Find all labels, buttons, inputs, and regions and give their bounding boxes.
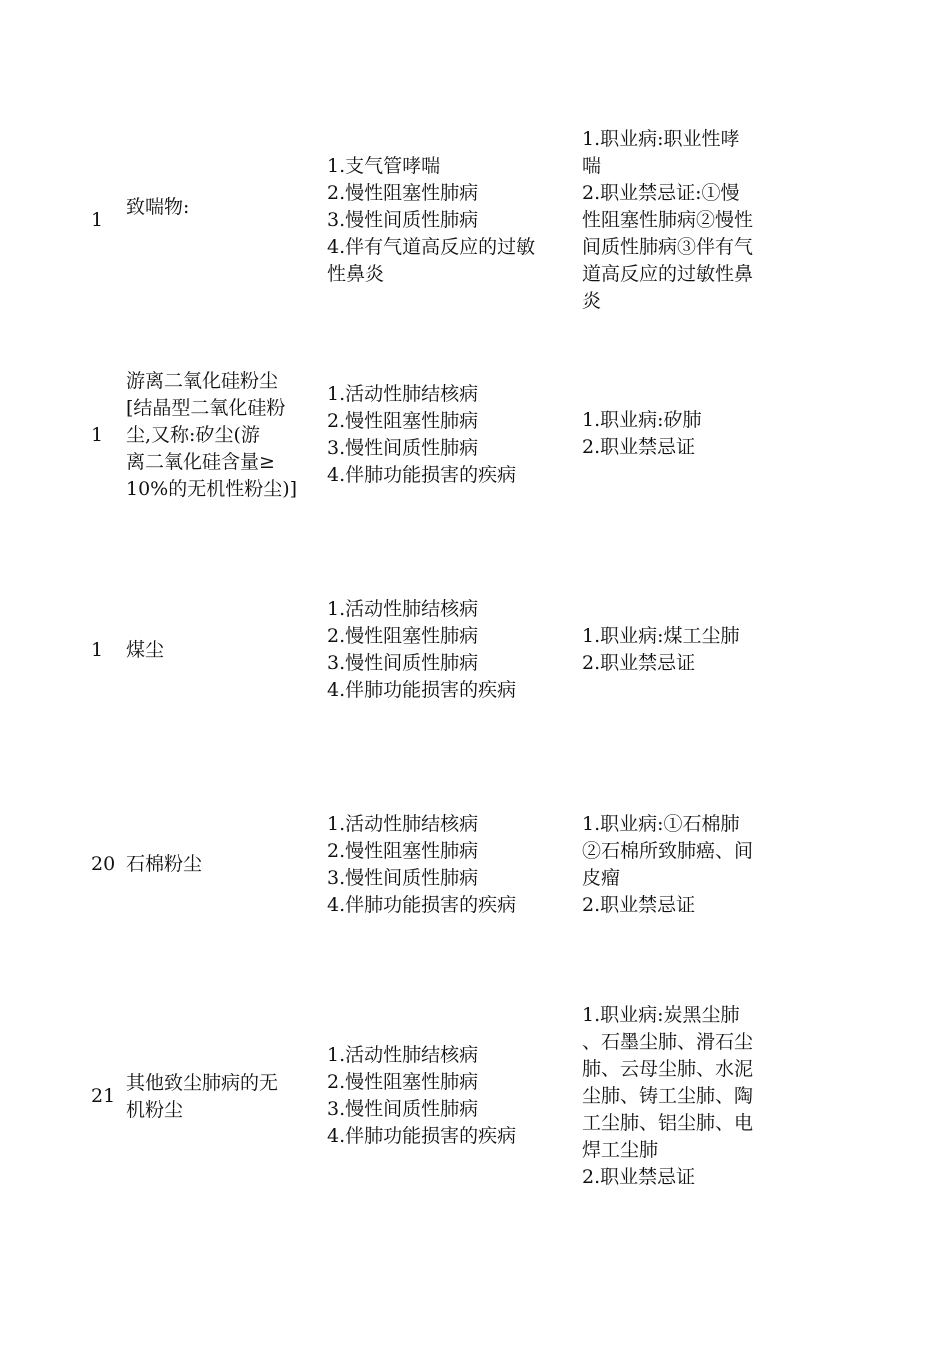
row-number: 20: [91, 853, 116, 875]
row-number: 1: [91, 639, 104, 661]
occupational-disease-result: 1.职业病:煤工尘肺 2.职业禁忌证: [582, 625, 740, 674]
row-number: 1: [91, 424, 104, 446]
hazard-factor: 煤尘: [126, 639, 165, 661]
row-number: 1: [91, 209, 104, 231]
contraindicated-conditions: 1.支气管哮喘 2.慢性阻塞性肺病 3.慢性间质性肺病 4.伴有气道高反应的过敏 性鼻炎: [327, 155, 536, 285]
contraindicated-conditions: 1.活动性肺结核病 2.慢性阻塞性肺病 3.慢性间质性肺病 4.伴肺功能损害的疾病: [327, 813, 517, 916]
hazard-factor: 游离二氧化硅粉尘 [结晶型二氧化硅粉 尘,又称:矽尘(游 离二氧化硅含量≥ 10%的无机性粉尘)]: [126, 370, 298, 500]
hazard-factor: 其他致尘肺病的无 机粉尘: [126, 1072, 279, 1121]
occupational-disease-result: 1.职业病:炭黑尘肺 、石墨尘肺、滑石尘 肺、云母尘肺、水泥 尘肺、铸工尘肺、陶 工尘肺、铝尘肺、电 焊工尘肺 2.职业禁忌证: [582, 1004, 754, 1188]
occupational-disease-result: 1.职业病:职业性哮 喘 2.职业禁忌证:①慢 性阻塞性肺病②慢性 间质性肺病③伴有气 道高反应的过敏性鼻 炎: [582, 128, 754, 312]
contraindicated-conditions: 1.活动性肺结核病 2.慢性阻塞性肺病 3.慢性间质性肺病 4.伴肺功能损害的疾病: [327, 383, 517, 486]
contraindicated-conditions: 1.活动性肺结核病 2.慢性阻塞性肺病 3.慢性间质性肺病 4.伴肺功能损害的疾病: [327, 1044, 517, 1147]
row-number: 21: [91, 1085, 116, 1107]
hazard-factor: 石棉粉尘: [126, 853, 203, 875]
occupational-disease-result: 1.职业病:①石棉肺 ②石棉所致肺癌、间 皮瘤 2.职业禁忌证: [582, 813, 754, 916]
occupational-disease-result: 1.职业病:矽肺 2.职业禁忌证: [582, 409, 702, 458]
contraindicated-conditions: 1.活动性肺结核病 2.慢性阻塞性肺病 3.慢性间质性肺病 4.伴肺功能损害的疾病: [327, 598, 517, 701]
hazard-factor: 致喘物:: [126, 196, 190, 218]
